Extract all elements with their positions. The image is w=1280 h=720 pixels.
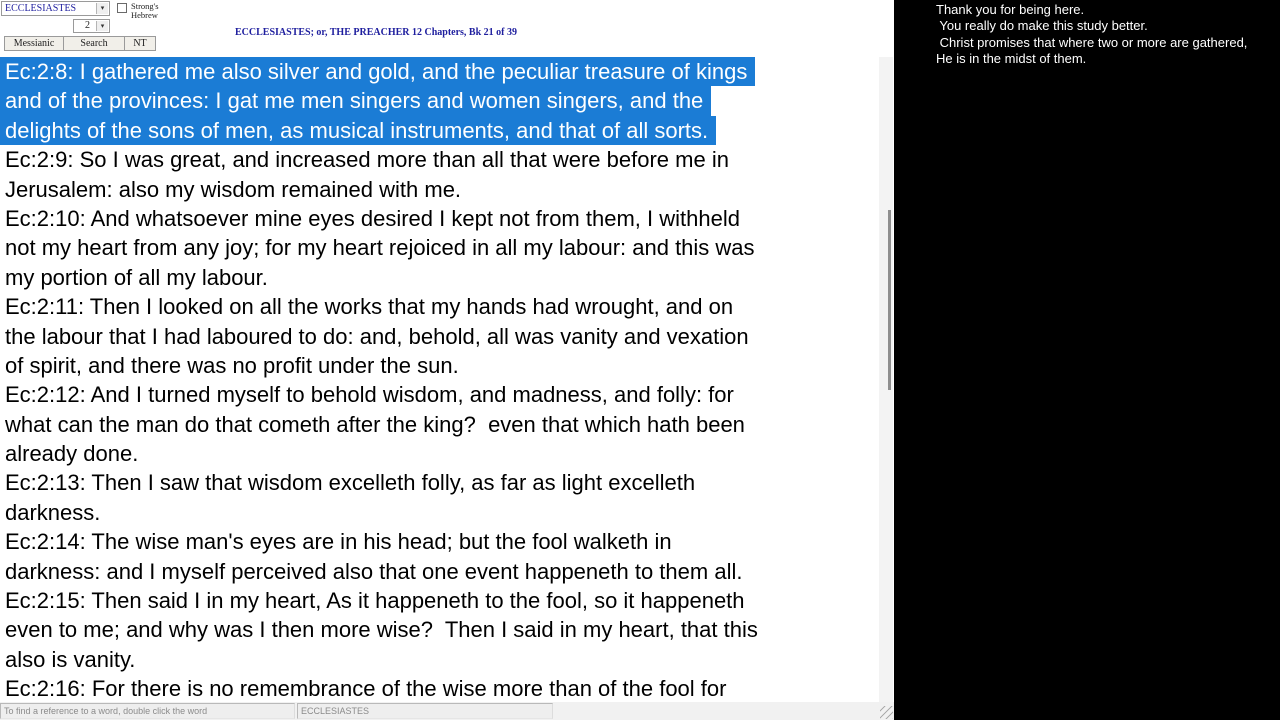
verse-line[interactable]: what can the man do that cometh after the king? even that which hath been [5, 411, 745, 437]
verse-line[interactable]: also is vanity. [5, 646, 136, 672]
messianic-button[interactable]: Messianic [4, 36, 64, 51]
verse-line[interactable]: darkness: and I myself perceived also that one event happeneth to them all. [5, 558, 743, 584]
chat-line: Thank you for being here. [936, 2, 1085, 17]
book-dropdown-value: ECCLESIASTES [5, 3, 77, 14]
book-chapter-title: ECCLESIASTES; or, THE PREACHER 12 Chapters, Bk 21 of 39 [235, 27, 517, 38]
verse-line[interactable]: Ec:2:16: For there is no remembrance of the wise more than of the fool for [5, 676, 727, 702]
chat-line: He is in the midst of them. [936, 50, 1087, 66]
nt-button[interactable]: NT [124, 36, 156, 51]
verse-line[interactable]: Ec:2:15: Then said I in my heart, As it happeneth to the fool, so it happeneth [5, 588, 745, 614]
verse-line[interactable]: even to me; and why was I then more wise? Then I said in my heart, that this [5, 617, 758, 643]
verse-line[interactable]: delights of the sons of men, as musical instruments, and that of all sorts. [0, 116, 716, 145]
chapter-dropdown-value: 2 [85, 20, 90, 31]
status-hint-field: To find a reference to a word, double click the word [0, 703, 295, 719]
search-button[interactable]: Search [63, 36, 125, 51]
chapter-dropdown[interactable] [73, 19, 110, 33]
chat-overlay-panel [894, 0, 1280, 720]
verse-line[interactable]: the labour that I had laboured to do: and, behold, all was vanity and vexation [5, 323, 749, 349]
toolbar [0, 0, 894, 57]
scrollbar-track[interactable] [879, 57, 893, 702]
resize-grip-icon[interactable] [880, 706, 893, 719]
verse-line[interactable]: already done. [5, 441, 139, 467]
verse-line[interactable]: Ec:2:13: Then I saw that wisdom excelleth folly, as far as light excelleth [5, 470, 696, 496]
verse-line[interactable]: darkness. [5, 499, 101, 525]
status-book-field: ECCLESIASTES [297, 703, 553, 719]
verse-line[interactable]: Ec:2:8: I gathered me also silver and gold, and the peculiar treasure of kings [0, 57, 755, 86]
chat-line: You really do make this study better. [936, 18, 1148, 34]
status-bar [0, 702, 894, 720]
chat-line: Christ promises that where two or more are gathered, [936, 34, 1248, 50]
strongs-hebrew-label: Strong's Hebrew [131, 1, 159, 20]
verse-line[interactable]: Ec:2:12: And I turned myself to behold wisdom, and madness, and folly: for [5, 382, 734, 408]
verse-line[interactable]: Ec:2:14: The wise man's eyes are in his head; but the fool walketh in [5, 529, 672, 555]
verse-line[interactable]: and of the provinces: I gat me men singers and women singers, and the [0, 86, 711, 115]
verse-line[interactable]: my portion of all my labour. [5, 264, 268, 290]
strongs-hebrew-checkbox[interactable] [117, 3, 127, 13]
verse-line[interactable]: not my heart from any joy; for my heart rejoiced in all my labour: and this was [5, 235, 755, 261]
verse-line[interactable]: Jerusalem: also my wisdom remained with me. [5, 176, 462, 202]
verse-line[interactable]: Ec:2:9: So I was great, and increased more than all that were before me in [5, 147, 729, 173]
book-dropdown[interactable] [1, 1, 110, 16]
chevron-down-icon[interactable]: ▾ [96, 21, 108, 31]
chevron-down-icon[interactable]: ▾ [96, 3, 108, 14]
verse-line[interactable]: Ec:2:11: Then I looked on all the works that my hands had wrought, and on [5, 294, 734, 320]
scrollbar-thumb[interactable] [888, 210, 891, 390]
verse-line[interactable]: of spirit, and there was no profit under the sun. [5, 352, 459, 378]
verse-text-area[interactable] [0, 57, 879, 703]
verse-line[interactable]: Ec:2:10: And whatsoever mine eyes desired I kept not from them, I withheld [5, 205, 740, 231]
